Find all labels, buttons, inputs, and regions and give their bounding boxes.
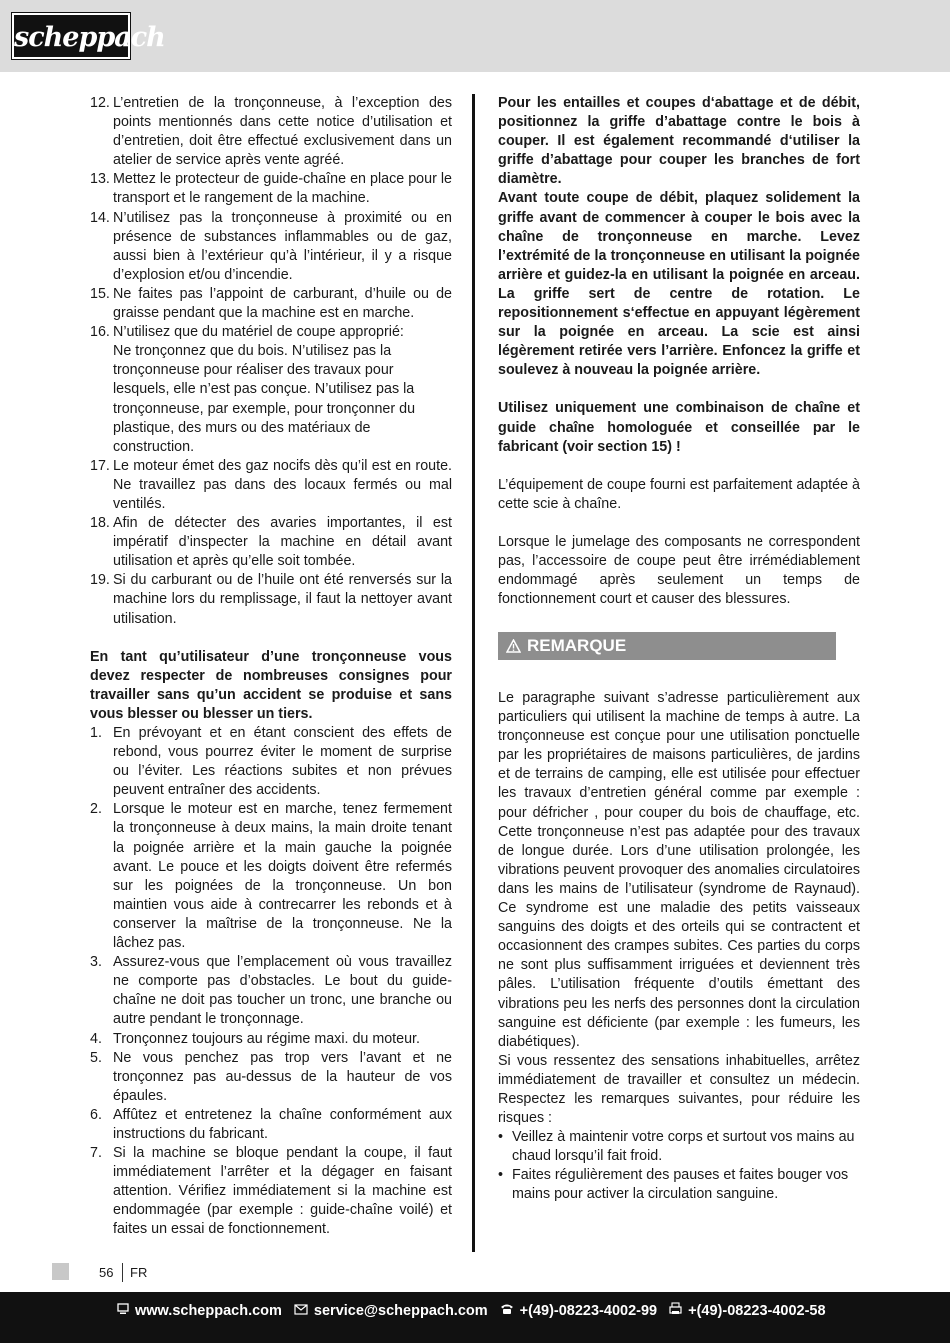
list-item-5 — [90, 1049, 452, 1106]
spacer — [498, 380, 860, 399]
bold-paragraph-griffe: Pour les entailles et coupes d‘abattage et de débit, positionnez la griffe d’abattage contre le bois à couper. Il est également recommandé d‘utiliser la griffe d’abattage pour couper les branches de fort diamètre. — [498, 95, 860, 188]
bold-paragraph-coupe: Avant toute coupe de débit, plaquez solidement la griffe avant de commencer à couper le bois avec la chaîne de tronçonneuse en marche. Levez l’extrémité de la tronçonneuse en utilisant la poignée arrière et guidez-la en utilisant la poignée en arceau. La griffe sert de centre de rotation. Le repositionnement s‘effectue en appuyant légèrement sur la poignée en arceau. La scie est ainsi légèrement retirée vers l’arrière. Enfoncez la griffe et soulevez à nouveau la poignée arrière. — [498, 190, 860, 379]
item-number: 16. — [90, 324, 110, 341]
fax-icon — [669, 1302, 682, 1319]
item-text: Lorsque le moteur est en marche, tenez fermement la tronçonneuse à deux mains, la main droite tenant la poignée arrière et la main gauche la poignée avant. Le pouce et les doigts doivent être refermés sur les poignées de la tronçonneuse. Un bon maintien vous aide à contrecarrer les rebonds et à conserver la maîtrise de la tronçonneuse. Ne la lâchez pas. — [113, 801, 452, 952]
item-number: 3. — [90, 954, 102, 971]
list-item-18 — [90, 514, 452, 571]
item-number: 6. — [90, 1106, 102, 1123]
item-text: Ne vous penchez pas trop vers l’avant et ne tronçonnez pas au-dessus de la hauteur de vos épaules. — [113, 1049, 452, 1104]
item-text: Si la machine se bloque pendant la coupe, il faut immédiatement l’arrêter et la dégager en faisant attention. Vérifiez immédiatement si la machine est endommagée (par exemple : guide-chaîne voilé) et faites un essai de fonctionnement. — [113, 1145, 452, 1238]
list-item-6 — [90, 1106, 452, 1144]
item-text: Tronçonnez toujours au régime maxi. du moteur. — [113, 1030, 421, 1047]
item-subtext: Ne tronçonnez que du bois. N’utilisez pas la tronçonneuse pour réaliser des travaux pour lesquels, elle n’est pas conçue. N’utilisez pas la tronçonneuse, par exemple, pour tronçonner du plastique, des murs ou des matériaux de construction. — [113, 343, 416, 455]
footer-bar — [0, 1292, 950, 1343]
item-number: 18. — [90, 515, 110, 532]
warning-triangle-icon — [506, 634, 521, 662]
column-divider — [472, 94, 475, 1252]
spacer — [90, 629, 452, 648]
paragraph-sensations: Si vous ressentez des sensations inhabituelles, arrêtez immédiatement de travailler et consultez un médecin. Respectez les remarques suivantes, pour réduire les risques : — [498, 1052, 860, 1127]
footer-email[interactable] — [294, 1303, 488, 1319]
list-item-14 — [90, 209, 452, 285]
item-number: 5. — [90, 1049, 102, 1066]
item-text: Le moteur émet des gaz nocifs dès qu’il est en route. Ne travaillez pas dans des locaux fermés ou mal ventilés. — [113, 457, 452, 512]
item-text: En prévoyant et en étant conscient des effets de rebond, vous pourrez éviter le moment de surprise ou l’éviter. Les réactions subites et non prévues peuvent entraîner des accidents. — [113, 725, 452, 799]
bullet-item — [498, 1128, 860, 1166]
spacer — [498, 457, 860, 476]
list-item-17 — [90, 457, 452, 514]
item-number: 14. — [90, 209, 110, 226]
item-text: Ne faites pas l’appoint de carburant, d’huile ou de graisse pendant que la machine est en marche. — [113, 285, 452, 322]
right-column — [498, 94, 860, 609]
spacer — [498, 514, 860, 533]
item-text: Mettez le protecteur de guide-chaîne en place pour le transport et le rangement de la machine. — [113, 171, 452, 207]
list-item-13 — [90, 170, 452, 208]
brand-logo: scheppach — [12, 13, 130, 59]
footer-website[interactable] — [117, 1303, 282, 1319]
fax-text: +(49)-08223-4002-58 — [688, 1302, 826, 1319]
phone-text: +(49)-08223-4002-99 — [519, 1302, 658, 1319]
list-item-1 — [90, 724, 452, 800]
email-text: service@scheppach.com — [313, 1302, 488, 1319]
page-number: 56 — [99, 1265, 114, 1280]
paragraph-particuliers: Le paragraphe suivant s’adresse particulièrement aux particuliers qui utilisent la machine de temps à autre. La tronçonneuse est conçue pour une utilisation ponctuelle par les propriétaires de maisons particulières, de jardins et de terrains de camping, elle est utilisée pour effectuer les travaux d’entretien général comme par exemple : pour défricher , pour couper du bois de chauffage, etc. Cette tronçonneuse n’est pas adaptée pour des travaux de longue durée. Lors d’une utilisation prolongée, les vibrations peuvent provoquer des anomalies circulatoires dans les mains de l’utilisateur (syndrome de Raynaud). Ce syndrome est une maladie des petits vaisseaux sanguins des doigts et des orteils qui se contractent et occasionnent des crampes subites. Ces parties du corps ne sont plus suffisamment irriguées et deviennent très pâles. L’utilisation fréquente d’outils émettant des vibrations peu les nerfs des personnes dont la circulation sanguine est déficiente (par exemple : les fumeurs, les diabétiques). — [498, 690, 860, 1050]
monitor-icon — [117, 1303, 129, 1319]
remark-title: REMARQUE — [527, 636, 627, 655]
list-item-7 — [90, 1144, 452, 1239]
bullet-text: Veillez à maintenir votre corps et surtout vos mains au chaud lorsqu’il fait froid. — [512, 1129, 855, 1165]
item-text: Afin de détecter des avaries importantes, il est impératif d’inspecter la machine en détail avant utilisation et après qu’elle soit tombée. — [113, 515, 452, 570]
item-text: Assurez-vous que l’emplacement où vous travaillez ne comporte pas d’obstacles. Le bout du guide-chaîne ne doit pas toucher un tronc, une branche ou autre pendant le tronçonnage. — [113, 954, 452, 1028]
item-text: N’utilisez que du matériel de coupe approprié: — [113, 324, 404, 341]
item-number: 2. — [90, 801, 102, 818]
item-number: 7. — [90, 1145, 102, 1162]
item-text: Affûtez et entretenez la chaîne conformément aux instructions du fabricant. — [113, 1106, 452, 1142]
item-number: 19. — [90, 572, 110, 589]
list-item-12 — [90, 94, 452, 170]
phone-icon — [500, 1303, 514, 1319]
list-item-3 — [90, 953, 452, 1029]
item-number: 12. — [90, 95, 110, 111]
bullet-item — [498, 1166, 860, 1204]
mail-icon — [294, 1303, 308, 1319]
bold-intro: En tant qu’utilisateur d’une tronçonneuse vous devez respecter de nombreuses consignes pour travailler sans qu’un accident se produise et sans vous blesser ou blesser un tiers. — [90, 648, 452, 722]
bold-paragraph-combinaison: Utilisez uniquement une combinaison de chaîne et guide chaîne homologuée et conseillée par le fabricant (voir section 15) ! — [498, 400, 860, 455]
paragraph-jumelage: Lorsque le jumelage des composants ne correspondent pas, l’accessoire de coupe peut être irrémédiablement endommagé après seulement un temps de fonctionnement court et causer des blessures. — [498, 533, 860, 608]
list-item-2 — [90, 800, 452, 953]
footer-fax[interactable] — [669, 1302, 825, 1319]
paragraph-equipement: L’équipement de coupe fourni est parfaitement adaptée à cette scie à chaîne. — [498, 476, 860, 512]
bullet-dot: • — [498, 1129, 504, 1146]
left-column — [90, 94, 452, 1240]
item-number: 4. — [90, 1030, 102, 1047]
website-text: www.scheppach.com — [135, 1302, 282, 1319]
list-item-19 — [90, 571, 452, 628]
item-text: N’utilisez pas la tronçonneuse à proximité ou en présence de substances inflammables ou de gaz, aussi bien à l’extérieur qu’à l’intérieur, il y a risque d’explosion et/ou d’incendie. — [113, 209, 452, 283]
page-separator — [122, 1263, 123, 1282]
item-number: 1. — [90, 725, 102, 741]
page-language: FR — [130, 1265, 148, 1280]
item-number: 17. — [90, 457, 110, 474]
list-item-16 — [90, 323, 452, 457]
item-number: 13. — [90, 171, 110, 188]
item-text: Si du carburant ou de l’huile ont été renversés sur la machine lors du remplissage, il faut la nettoyer avant utilisation. — [113, 572, 452, 627]
bullet-dot: • — [498, 1167, 504, 1184]
page-marker — [52, 1263, 69, 1280]
list-item-15 — [90, 285, 452, 323]
right-column-remark-body — [498, 689, 860, 1205]
item-text: L’entretien de la tronçonneuse, à l’exception des points mentionnés dans cette notice d’utilisation et d’entretien, doit être effectué exclusivement dans un atelier de service après vente agréé. — [113, 95, 452, 169]
bullet-text: Faites régulièrement des pauses et faites bouger vos mains pour activer la circulation sanguine. — [512, 1167, 849, 1203]
item-number: 15. — [90, 285, 110, 302]
list-item-4 — [90, 1030, 452, 1049]
item-text-block — [113, 323, 452, 457]
footer-contacts — [117, 1302, 838, 1319]
footer-phone[interactable] — [500, 1303, 657, 1319]
remark-banner — [498, 632, 836, 660]
